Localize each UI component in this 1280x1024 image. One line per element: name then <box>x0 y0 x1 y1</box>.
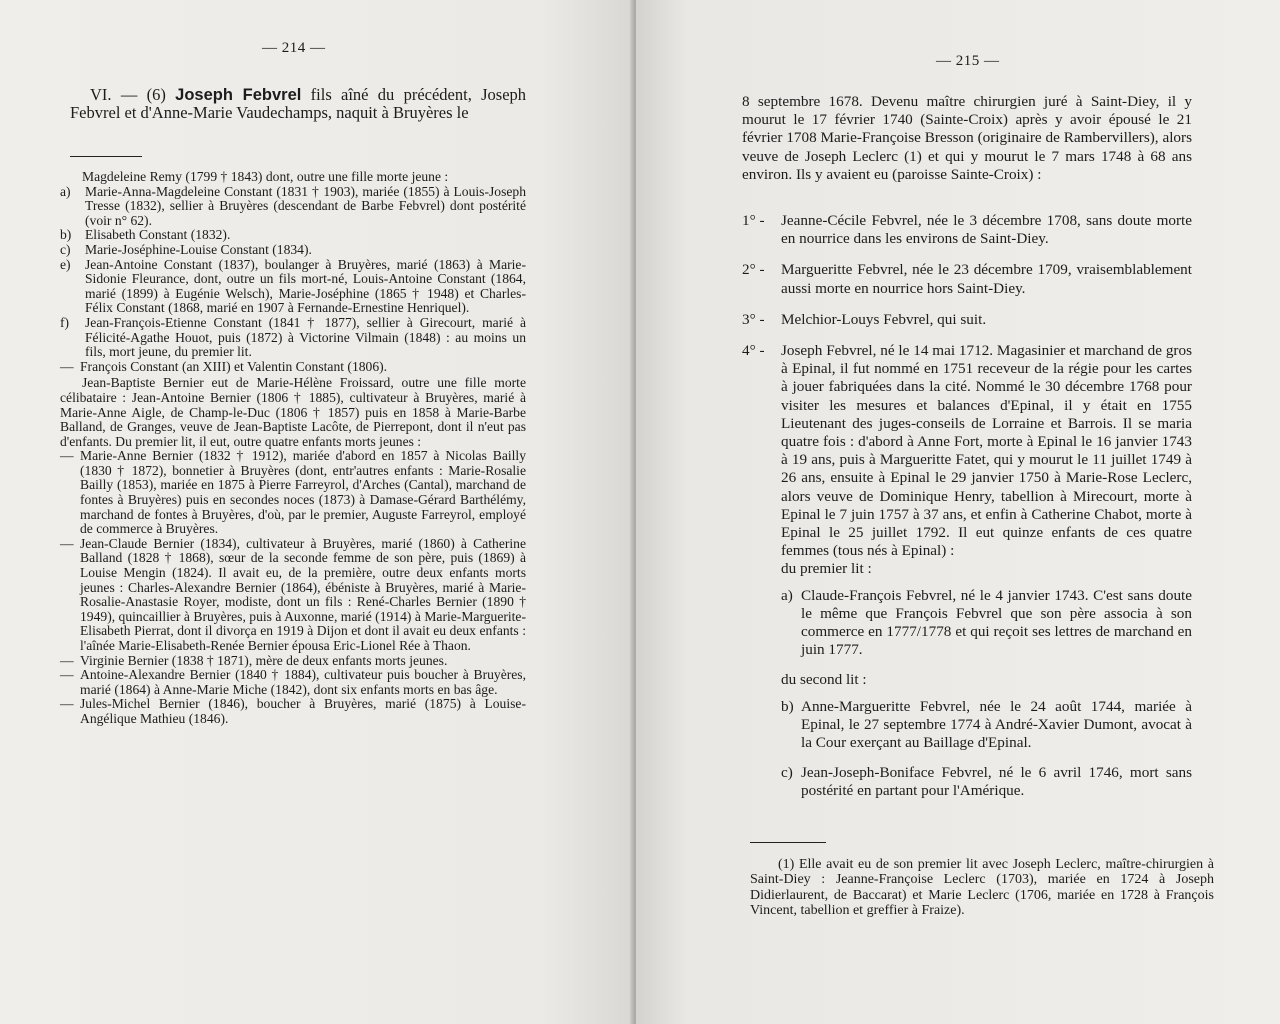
page-number-right: — 215 — <box>936 53 1000 69</box>
item-label: c) <box>60 241 71 257</box>
page-number-left: — 214 — <box>262 40 326 56</box>
item-label: e) <box>60 256 71 272</box>
list-item <box>60 185 526 229</box>
child-entry <box>742 342 1192 801</box>
child-number: 1° - <box>742 212 765 229</box>
dash-item <box>60 654 526 669</box>
grandchild-label: b) <box>781 697 794 715</box>
grandchild-label: a) <box>781 586 793 604</box>
item-text: Marie-Anna-Magdeleine Constant (1831 † 1903), mariée (1855) à Louis-Joseph Tresse (1832), sellier à Bruyères (descendant de Barbe Febvrel) dont postérité (voir n° 62). <box>85 183 526 228</box>
grandchild-label: c) <box>781 764 793 782</box>
dash-text: François Constant (an XIII) et Valentin Constant (1806). <box>80 358 388 374</box>
left-main-paragraph <box>70 86 526 122</box>
right-opening-paragraph <box>742 93 1192 184</box>
footnote: (1) Elle avait eu de son premier lit avec Joseph Leclerc, maître-chirurgien à Saint-Diey : Jeanne-Françoise Leclerc (1703), mariée en 1724 à Joseph Didierlaurent, de Baccarat) et Marie Leclerc (1706, mariée en 1728 à François Vincent, tabellion et greffier à Fraize). <box>750 857 1214 919</box>
right-page <box>636 0 1280 1024</box>
list-item <box>60 243 526 258</box>
notes-intro: Magdeleine Remy (1799 † 1843) dont, outre une fille morte jeune : <box>82 169 449 184</box>
item-label: f) <box>60 314 70 330</box>
dash-text: Jean-Claude Bernier (1834), cultivateur à Bruyères, marié (1860) à Catherine Balland (1828 † 1868), sœur de la seconde femme de son père, puis (1869) à Louise Mengin (1824). Il avait eu, de la première, outre deux enfants morts jeunes : Charles-Alexandre Bernier (1864), ébéniste à Bruyères, marié à Marie-Rosalie-Anastasie Royer, modiste, dont un fils : René-Charles Bernier (1890 † 1949), quincaillier à Bruyères, puis à Auxonne, marié (1914) à Marie-Marguerite-Elisabeth Pierrat, dont il divorça en 1919 à Dijon et dont il avait eu deux enfants : l'aînée Marie-Elisabeth-Renée Bernier épousa Eric-Lionel Rée à Thaon. <box>80 535 526 653</box>
child-entry <box>742 212 1192 248</box>
dash-symbol: — <box>60 652 74 668</box>
grandchild-entry <box>781 587 1192 660</box>
opening-text: 8 septembre 1678. Devenu maître chirurgien juré à Saint-Diey, il y mourut le 17 février 1740 (Sainte-Croix) après y avoir épousé le 21 février 1708 Marie-Françoise Bresson (originaire de Rambervillers), alors veuve de Joseph Leclerc (1) et qui y mourut le 7 mars 1748 à 68 ans environ. Ils y avaient eu (paroisse Sainte-Croix) : <box>742 93 1192 183</box>
dash-item <box>60 449 526 537</box>
child-text: Margueritte Febvrel, née le 23 décembre 1709, vraisemblablement aussi morte en nourrice hors Saint-Diey. <box>781 261 1192 297</box>
item-label: b) <box>60 227 72 243</box>
grandchild-text: Anne-Margueritte Febvrel, née le 24 août 1744, mariée à Epinal, le 27 septembre 1774 à André-Xavier Dumont, avocat à la Cour exerçant au Baillage d'Epinal. <box>801 697 1192 752</box>
footnote-rule-left <box>70 156 142 157</box>
child-number: 4° - <box>742 342 765 360</box>
children-list <box>742 212 1192 814</box>
list-item <box>60 228 526 243</box>
grandchild-text: Jean-Joseph-Boniface Febvrel, né le 6 avril 1746, mort sans postérité en partant pour l'Amérique. <box>801 764 1192 800</box>
bernier-paragraph: Jean-Baptiste Bernier eut de Marie-Hélène Froissard, outre une fille morte célibataire : Jean-Antoine Bernier (1806 † 1885), cultivateur à Bruyères, marié à Marie-Anne Aigle, de Champ-le-Duc (1806 † 1857) puis en 1858 à Marie-Barbe Balland, de Granges, veuve de Jean-Baptiste Lacôte, de Pierrepont, dont il n'eut pas d'enfants. Du premier lit, il eut, outre quatre enfants morts jeunes : <box>60 375 526 449</box>
dash-symbol: — <box>60 448 74 464</box>
left-page <box>0 0 636 1024</box>
child-text: Jeanne-Cécile Febvrel, née le 3 décembre 1708, sans doute morte en nourrice dans les environs de Saint-Diey. <box>781 212 1192 248</box>
child-entry <box>742 261 1192 297</box>
child-entry <box>742 311 1192 329</box>
first-bed-label: du premier lit : <box>781 560 872 578</box>
dash-text: Marie-Anne Bernier (1832 † 1912), mariée d'abord en 1857 à Nicolas Bailly (1830 † 1872), bonnetier à Bruyères (dont, entr'autres enfants : Marie-Rosalie Bailly (1853), mariée en 1875 à Pierre Farreyrol, d'Arches (Cantal), marchand de fontes à Bruyères) puis en secondes noces (1873) à Damase-Gérard Barthélémy, marchand de fontes à Bruyères, d'où, par le premier, Auguste Farreyrol, employé de commerce à Bruyères. <box>80 448 526 537</box>
dash-item <box>60 537 526 654</box>
dash-text: Virginie Bernier (1838 † 1871), mère de deux enfants morts jeunes. <box>80 652 448 668</box>
list-item <box>60 316 526 360</box>
dash-item <box>60 697 526 726</box>
second-bed-label: du second lit : <box>781 671 867 689</box>
dash-symbol: — <box>60 535 74 551</box>
footnote-rule-right <box>750 842 826 843</box>
subject-name: Joseph Febvrel <box>175 86 302 104</box>
item-label: a) <box>60 183 71 199</box>
item-text: Elisabeth Constant (1832). <box>85 227 231 243</box>
item-text: Marie-Joséphine-Louise Constant (1834). <box>85 241 312 257</box>
dash-item <box>60 668 526 697</box>
dash-text: Antoine-Alexandre Bernier (1840 † 1884), cultivateur puis boucher à Bruyères, marié (1864) à Anne-Marie Miche (1842), dont six enfants morts en bas âge. <box>80 667 526 697</box>
child-text: Melchior-Louys Febvrel, qui suit. <box>781 310 987 328</box>
child-number: 3° - <box>742 310 765 328</box>
child-text: Joseph Febvrel, né le 14 mai 1712. Magasinier et marchand de gros à Epinal, il fut nommé en 1751 receveur de la régie pour les cartes à jouer fabriquées dans la cité. Nommé le 30 décembre 1768 pour visiter les mesures et balances d'Epinal, il y était en 1755 Lieutenant des juges-conseils de Lorraine et Barrois. Il se maria quatre fois : d'abord à Anne Fort, morte à Epinal le 16 janvier 1743 à 19 ans, puis à Margueritte Fatet, qui y mourut le 11 juillet 1749 à 26 ans, ensuite à Epinal le 29 janvier 1750 à Marie-Rose Leclerc, alors veuve de Dominique Henry, tabellion à Mirecourt, morte à Epinal le 7 juin 1757 à 37 ans, et enfin à Catherine Chabot, morte à Epinal le 25 juillet 1792. Il eut quinze enfants de ces quatre femmes (tous nés à Epinal) : <box>781 342 1192 560</box>
dash-symbol: — <box>60 667 74 683</box>
list-item <box>60 258 526 316</box>
dash-item <box>60 360 526 375</box>
grandchild-text: Claude-François Febvrel, né le 4 janvier 1743. C'est sans doute le même que François Febvrel que son père associa à son commerce en 1777/1778 et qui reçoit ses lettres de marchand en juin 1777. <box>801 586 1192 659</box>
left-notes <box>60 170 526 727</box>
child-number: 2° - <box>742 261 765 279</box>
grandchild-entry <box>781 698 1192 753</box>
dash-symbol: — <box>60 358 74 374</box>
subject-description: fils aîné du précédent, Joseph Febvrel et d'Anne-Marie Vaudechamps, naquit à Bruyères le <box>70 85 527 122</box>
dash-text: Jules-Michel Bernier (1846), boucher à Bruyères, marié (1875) à Louise-Angélique Mathieu (1846). <box>80 696 526 726</box>
grandchild-entry <box>781 764 1192 800</box>
section-number: VI. — (6) <box>90 85 166 104</box>
dash-symbol: — <box>60 696 74 712</box>
item-text: Jean-Antoine Constant (1837), boulanger à Bruyères, marié (1863) à Marie-Sidonie Fleurance, dont, outre un fils mort-né, Louis-Antoine Constant (1864, marié (1899) à Eugénie Welsch), Marie-Joséphine (1865 † 1948) et Charles-Félix Constant (1868, marié en 1907 à Fernande-Ernestine Henriquel). <box>85 256 526 316</box>
item-text: Jean-François-Etienne Constant (1841 † 1877), sellier à Girecourt, marié à Félicité-Agathe Houot, puis (1872) à Victorine Vilmain (1848) : au moins un fils, mort jeune, du premier lit. <box>85 314 526 360</box>
